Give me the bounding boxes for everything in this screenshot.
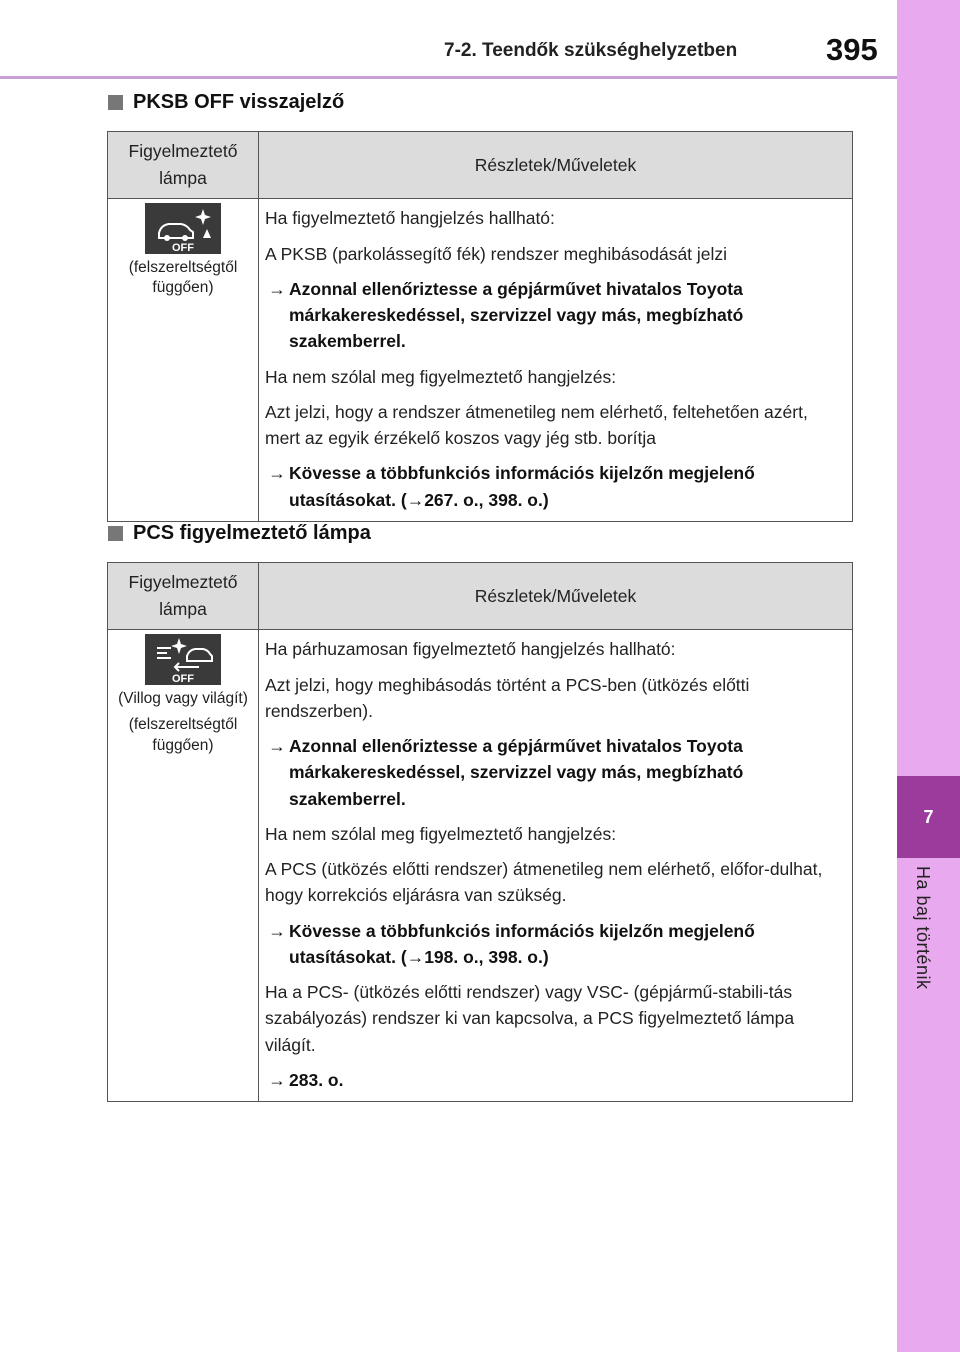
ref-arrow-icon: → <box>406 946 425 967</box>
detail-text: A PCS (ütközés előtti rendszer) átmenetileg nem elérhető, előfor-dulhat, hogy korrekciós eljárásra van szükség. <box>265 859 823 906</box>
lamp-cell <box>108 630 259 1102</box>
arrow-icon: → <box>268 463 286 484</box>
header-section-title: 7-2. Teendők szükséghelyzetben <box>444 40 738 61</box>
pksb-table <box>107 131 853 522</box>
action-text: Kövesse a többfunkciós információs kijelzőn megjelenő utasításokat. (→267. o., 398. o.) <box>289 463 755 510</box>
page-reference: 283. o. <box>289 1069 344 1090</box>
detail-text: Azt jelzi, hogy a rendszer átmenetileg nem elérhető, feltehetően azért, mert az egyik érzékelő koszos vagy jég stb. borítja <box>265 401 808 448</box>
lamp-caption: (felszereltségtől függően) <box>128 259 238 297</box>
section-heading-pksb <box>108 91 344 114</box>
ref-arrow-icon: → <box>406 489 425 510</box>
arrow-icon: → <box>268 278 286 299</box>
svg-text:OFF: OFF <box>172 673 194 686</box>
detail-text: Ha nem szólal meg figyelmeztető hangjelzés: <box>265 366 617 387</box>
arrow-icon: → <box>268 1069 286 1090</box>
square-bullet-icon <box>108 95 123 110</box>
action-text: Azonnal ellenőriztesse a gépjárművet hivatalos Toyota márkakereskedéssel, szervizzel vagy más, megbízható szakemberrel. <box>289 736 744 809</box>
chapter-number: 7 <box>923 806 934 827</box>
lamp-caption: (felszereltségtől függően) <box>128 716 238 754</box>
section-heading-pcs <box>108 522 371 545</box>
lamp-cell <box>108 199 259 522</box>
action-text: Azonnal ellenőriztesse a gépjárművet hivatalos Toyota márkakereskedéssel, szervizzel vagy más, megbízható szakemberrel. <box>289 278 744 352</box>
action-instruction <box>265 460 844 513</box>
chapter-side-tab <box>897 0 960 1352</box>
section-heading-text: PKSB OFF visszajelző <box>133 91 345 113</box>
header-lamp: Figyelmeztető lámpa <box>108 563 259 630</box>
lamp-caption: (Villog vagy világít) <box>118 690 248 708</box>
detail-text: Ha a PCS- (ütközés előtti rendszer) vagy VSC- (gépjármű-stabili-tás szabályozás) rendszer ki van kapcsolva, a PCS figyelmeztető lámpa világít. <box>265 982 795 1055</box>
details-cell <box>259 630 853 1102</box>
action-instruction <box>265 733 844 812</box>
action-instruction <box>265 1067 844 1093</box>
pksb-off-warning-icon <box>145 203 221 254</box>
detail-text: Azt jelzi, hogy meghibásodás történt a PCS-ben (ütközés előtti rendszerben). <box>265 674 750 721</box>
page-reference: 267. o., 398. o.) <box>424 489 549 510</box>
table-header-row <box>108 563 853 630</box>
table-row <box>108 199 853 522</box>
header-details: Részletek/Műveletek <box>259 132 853 199</box>
arrow-icon: → <box>268 920 286 941</box>
chapter-number-box <box>897 776 960 858</box>
square-bullet-icon <box>108 526 123 541</box>
action-instruction <box>265 276 844 355</box>
pcs-table <box>107 562 853 1102</box>
detail-text: Ha párhuzamosan figyelmeztető hangjelzés hallható: <box>265 639 676 660</box>
header-lamp: Figyelmeztető lámpa <box>108 132 259 199</box>
detail-text: Ha nem szólal meg figyelmeztető hangjelzés: <box>265 823 617 844</box>
table-header-row <box>108 132 853 199</box>
pcs-off-warning-icon <box>145 634 221 685</box>
svg-text:OFF: OFF <box>172 242 194 255</box>
chapter-title: Ha baj történik <box>913 866 933 990</box>
header-details: Részletek/Műveletek <box>259 563 853 630</box>
arrow-icon: → <box>268 736 286 756</box>
action-text: Kövesse a többfunkciós információs kijelzőn megjelenő utasításokat. (→198. o., 398. o.) <box>289 920 755 967</box>
page-number: 395 <box>826 32 878 67</box>
page-reference: 198. o., 398. o.) <box>424 946 549 967</box>
section-heading-text: PCS figyelmeztető lámpa <box>133 522 371 544</box>
action-instruction <box>265 918 844 971</box>
table-row <box>108 630 853 1102</box>
header-divider <box>0 76 897 79</box>
detail-text: Ha figyelmeztető hangjelzés hallható: <box>265 208 555 229</box>
detail-text: A PKSB (parkolássegítő fék) rendszer meghibásodását jelzi <box>265 243 728 264</box>
details-cell <box>259 199 853 522</box>
